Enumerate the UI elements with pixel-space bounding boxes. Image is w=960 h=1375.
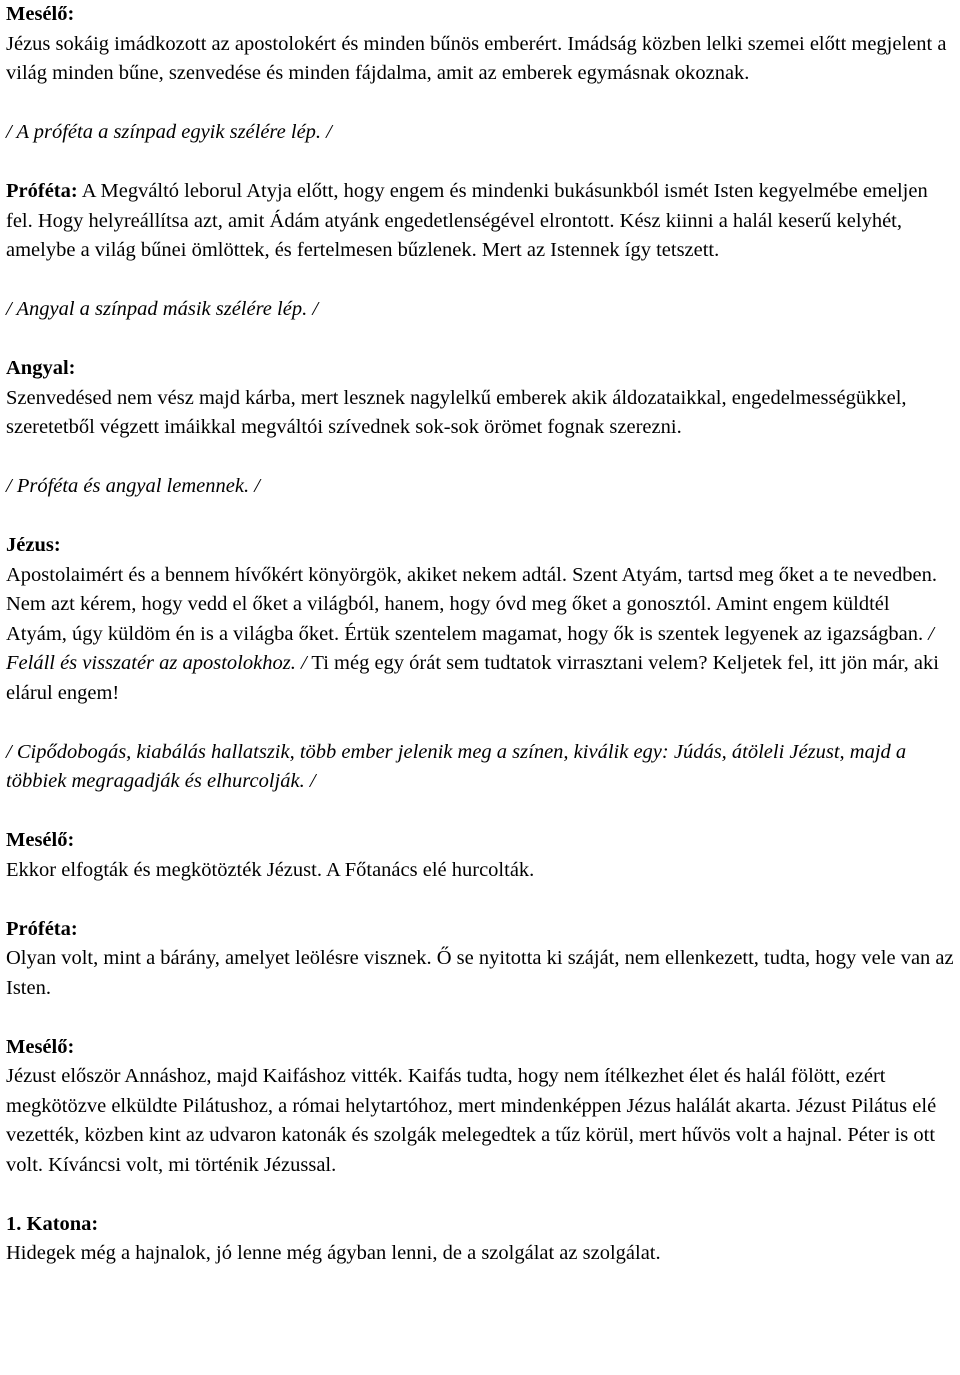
speaker-label: Angyal: bbox=[6, 357, 76, 379]
stage-direction: / Angyal a színpad másik szélére lép. / bbox=[6, 298, 319, 320]
stage-direction: / Cipődobogás, kiabálás hallatszik, több ember jelenik meg a színen, kiválik egy: Júdás, átöleli Jézust, majd a többiek megragadják és elhurcolják. / bbox=[6, 740, 907, 792]
stage-direction: / Próféta és angyal lemennek. / bbox=[6, 475, 260, 497]
dialogue-text: Jézus sokáig imádkozott az apostolokért és minden bűnös emberért. Imádság közben lelki szemei előtt megjelent a világ minden bűne, szenvedése és minden fájdalma, amit az emberek egymásnak okoznak. bbox=[6, 32, 947, 84]
stage-direction: / A próféta a színpad egyik szélére lép. / bbox=[6, 121, 332, 143]
dialogue-paragraph bbox=[6, 177, 954, 266]
speaker-label: 1. Katona: bbox=[6, 1212, 99, 1235]
dialogue-paragraph bbox=[6, 561, 954, 709]
dialogue-text: Ti még egy órát sem tudtatok virrasztani velem? Keljetek fel, itt jön már, aki elárul engem! bbox=[6, 652, 939, 704]
speaker-label: Mesélő: bbox=[6, 829, 75, 851]
speaker-label: Próféta: bbox=[6, 917, 78, 940]
dialogue-text: A Megváltó leborul Atyja előtt, hogy engem és mindenki bukásunkból ismét Isten kegyelmébe emeljen fel. Hogy helyreállítsa azt, amit Ádám atyánk engedetlenségével elrontott. Kész kiinni a halál keserű kelyhét, amelybe a világ bűnei ömlöttek, és fertelmesen bűzlenek. Mert az Istennek így tetszett. bbox=[6, 180, 928, 261]
speaker-label: Jézus: bbox=[6, 534, 61, 556]
dialogue-text: Szenvedésed nem vész majd kárba, mert lesznek nagylelkű emberek akik áldozataikkal, engedelmességükkel, szeretetből végzett imáikkal megváltói szívednek sok-sok örömet fognak szerezni. bbox=[6, 386, 907, 438]
speaker-label: Mesélő: bbox=[6, 3, 75, 25]
speaker-label: Próféta: bbox=[6, 180, 78, 202]
dialogue-text: Hidegek még a hajnalok, jó lenne még ágyban lenni, de a szolgálat az szolgálat. bbox=[6, 1242, 661, 1264]
dialogue-text: Ekkor elfogták és megkötözték Jézust. A Főtanács elé hurcolták. bbox=[6, 858, 535, 881]
speaker-label: Mesélő: bbox=[6, 1035, 75, 1058]
dialogue-text: Apostolaimért és a bennem hívőkért könyörgök, akiket nekem adtál. Szent Atyám, tartsd meg őket a te nevedben. Nem azt kérem, hogy vedd el őket a világból, hanem, hogy óvd meg őket a gonosztól. Amint engem küldtél Atyám, úgy küldöm én is a világba őket. Értük szentelem magamat, hogy ők is szentek legyenek az igazságban. bbox=[6, 563, 937, 645]
dialogue-text: Jézust először Annáshoz, majd Kaifáshoz vitték. Kaifás tudta, hogy nem ítélkezhet élet és halál fölött, ezért megkötözve elküldte Pilátushoz, a római helytartóhoz, mert mindenképpen Jézus halálát akarta. Jézust Pilátus elé vezették, közben kint az udvaron katonák és szolgák melegedtek a tűz körül, mert hűvös volt a hajnal. Péter is ott volt. Kíváncsi volt, mi történik Jézussal. bbox=[6, 1065, 937, 1176]
inline-stage-direction: / Feláll és visszatér az apostolokhoz. / bbox=[6, 622, 934, 674]
dialogue-text: Olyan volt, mint a bárány, amelyet leölésre visznek. Ő se nyitotta ki száját, nem ellenkezett, tudta, hogy vele van az Isten. bbox=[6, 947, 954, 999]
